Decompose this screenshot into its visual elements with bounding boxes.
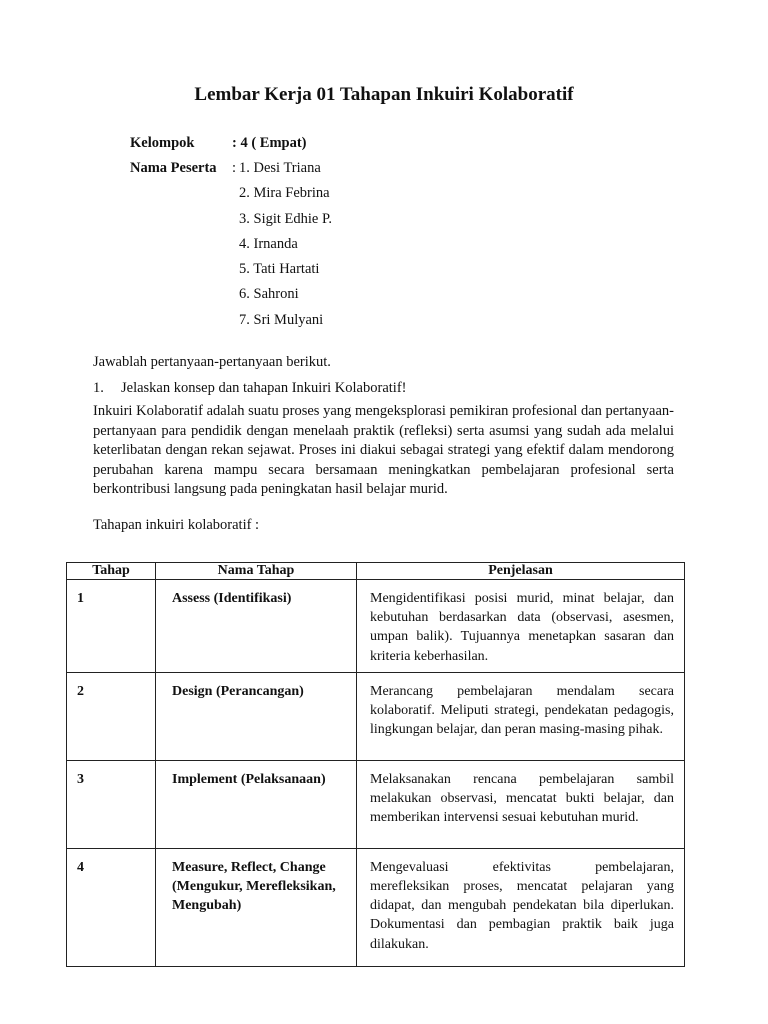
member-item: 3. Sigit Edhie P. [239, 210, 333, 227]
row-penjelasan: Merancang pembelajaran mendalam secara kolaboratif. Meliputi strategi, pendekatan pedagogis, lingkungan belajar, dan peran masing-masing pihak. [357, 672, 685, 760]
instruction-text: Jawablah pertanyaan-pertanyaan berikut. [93, 354, 331, 370]
table-row [67, 580, 685, 673]
tahapan-table [66, 562, 685, 967]
header-tahap: Tahap [67, 563, 156, 580]
row-penjelasan: Mengidentifikasi posisi murid, minat belajar, dan kebutuhan berdasarkan data (observasi, asesmen, umpan balik). Tujuannya menetapkan sasaran dan kriteria keberhasilan. [357, 580, 685, 673]
header-penjelasan: Penjelasan [357, 563, 685, 580]
row-nama: Measure, Reflect, Change (Mengukur, Merefleksikan, Mengubah) [156, 848, 357, 966]
member-item: 6. Sahroni [239, 286, 299, 303]
page-title: Lembar Kerja 01 Tahapan Inkuiri Kolaboratif [194, 84, 574, 105]
member-item: 7. Sri Mulyani [239, 311, 324, 328]
header-nama-tahap: Nama Tahap [156, 563, 357, 580]
member-item: 2. Mira Febrina [239, 185, 330, 202]
row-tahap: 2 [67, 672, 156, 760]
row-tahap: 1 [67, 580, 156, 673]
table-row [67, 848, 685, 966]
question-1 [93, 380, 406, 397]
row-nama: Assess (Identifikasi) [156, 580, 357, 673]
kelompok-label: Kelompok [130, 135, 195, 151]
row-penjelasan: Mengevaluasi efektivitas pembelajaran, merefleksikan proses, mencatat pelajaran yang didapat, dan mengubah pendekatan bila diperlukan. Dokumentasi dan pembagian praktik baik juga dilakukan. [357, 848, 685, 966]
peserta-label: Nama Peserta [130, 160, 217, 176]
member-list [239, 158, 332, 335]
table-header-row [67, 563, 685, 580]
kelompok-value: : 4 ( Empat) [232, 135, 307, 151]
row-nama: Implement (Pelaksanaan) [156, 760, 357, 848]
peserta-colon: : [232, 160, 237, 176]
row-nama: Design (Perancangan) [156, 672, 357, 760]
row-tahap: 3 [67, 760, 156, 848]
tahapan-intro: Tahapan inkuiri kolaboratif : [93, 517, 260, 533]
row-penjelasan: Melaksanakan rencana pembelajaran sambil melakukan observasi, mencatat bukti belajar, dan memberikan intervensi sesuai kebutuhan murid. [357, 760, 685, 848]
answer-paragraph: Inkuiri Kolaboratif adalah suatu proses yang mengeksplorasi pemikiran profesional dan pertanyaan-pertanyaan para pendidik dengan menelaah praktik (refleksi) serta asumsi yang sudah ada melalui keterlibatan dengan rekan sejawat. Proses ini diakui sebagai strategi yang efektif dalam mendorong perubahan karena mampu secara bersamaan meningkatkan pembelajaran profesional serta berkontribusi langsung pada peningkatan hasil belajar murid. [93, 403, 674, 498]
row-tahap: 4 [67, 848, 156, 966]
member-item: 1. Desi Triana [239, 160, 321, 176]
table-row [67, 760, 685, 848]
question-text: Jelaskan konsep dan tahapan Inkuiri Kolaboratif! [121, 380, 407, 396]
table-row [67, 672, 685, 760]
member-item: 5. Tati Hartati [239, 261, 320, 278]
question-number: 1. [93, 380, 104, 396]
member-item: 4. Irnanda [239, 235, 298, 252]
